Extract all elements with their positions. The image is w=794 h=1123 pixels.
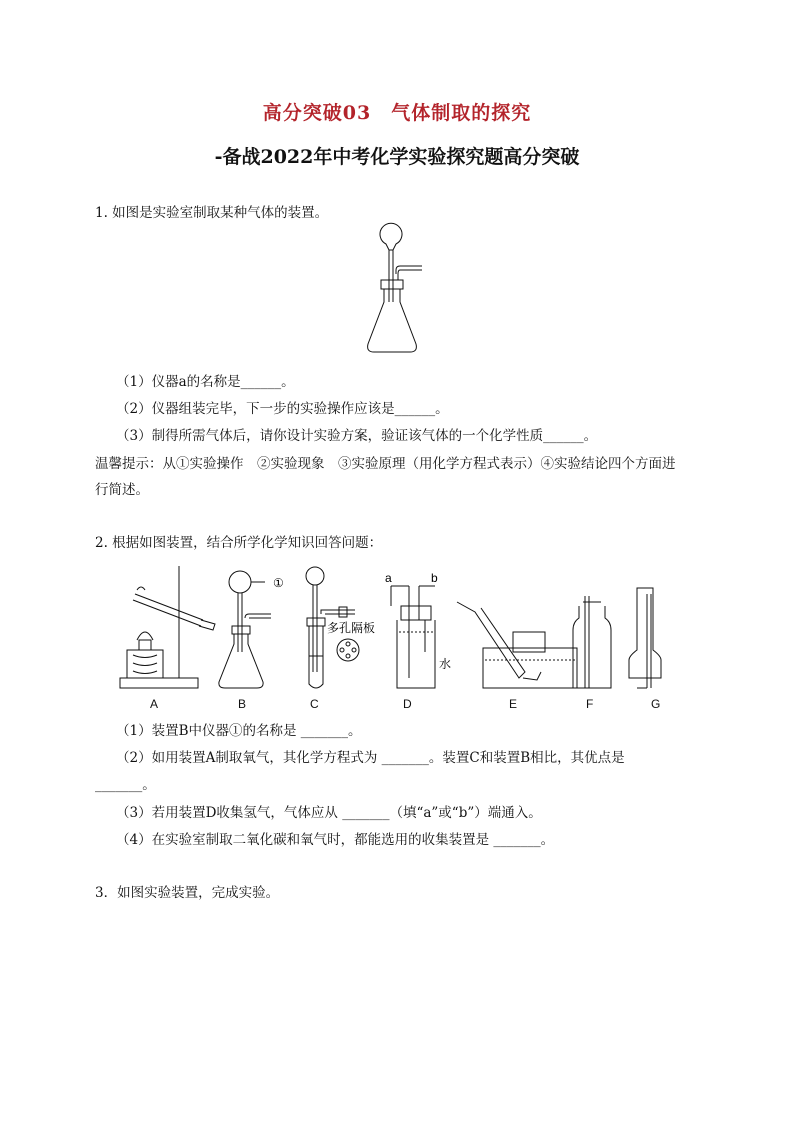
q1-tip-line-2: 行简述。 bbox=[95, 482, 149, 498]
label-porous-plate: 多孔隔板 bbox=[327, 621, 376, 635]
apparatus-d bbox=[391, 586, 435, 688]
label-instrument-mark: ① bbox=[273, 576, 284, 590]
label-water: 水 bbox=[439, 657, 452, 671]
q2-stem: 2. 根据如图装置，结合所学化学知识回答问题： bbox=[95, 535, 383, 551]
apparatus-f bbox=[573, 596, 611, 688]
page-subtitle: -备战2022年中考化学实验探究题高分突破 bbox=[214, 146, 580, 168]
label-apparatus-d: D bbox=[403, 697, 412, 711]
label-apparatus-a: A bbox=[150, 697, 159, 711]
delivery-tube bbox=[396, 266, 422, 280]
label-apparatus-g: G bbox=[651, 697, 661, 711]
label-apparatus-b: B bbox=[238, 697, 247, 711]
q2-apparatus-figure bbox=[115, 560, 675, 695]
label-port-a: a bbox=[385, 571, 392, 585]
q2-item-4: （4）在实验室制取二氧化碳和氧气时，都能选用的收集装置是 _______。 bbox=[116, 832, 555, 848]
label-apparatus-c: C bbox=[310, 697, 319, 711]
q3-stem: 3．如图实验装置，完成实验。 bbox=[95, 885, 280, 901]
separatory-funnel-bulb bbox=[380, 223, 402, 250]
q1-item-3: （3）制得所需气体后，请你设计实验方案，验证该气体的一个化学性质______。 bbox=[116, 428, 598, 444]
apparatus-a bbox=[120, 566, 215, 688]
apparatus-g bbox=[629, 588, 661, 688]
q1-stem: 1. 如图是实验室制取某种气体的装置。 bbox=[95, 205, 329, 221]
q1-item-2: （2）仪器组装完毕，下一步的实验操作应该是______。 bbox=[116, 401, 449, 417]
page-title: 高分突破03 气体制取的探究 bbox=[262, 102, 532, 124]
apparatus-b bbox=[219, 571, 271, 688]
label-apparatus-f: F bbox=[586, 697, 594, 711]
label-apparatus-e: E bbox=[509, 697, 518, 711]
q1-tip-line-1: 温馨提示：从①实验操作 ②实验现象 ③实验原理（用化学方程式表示）④实验结论四个方面进 bbox=[95, 456, 676, 472]
q2-item-2: （2）如用装置A制取氧气，其化学方程式为 _______。装置C和装置B相比，其优点是 bbox=[116, 750, 625, 766]
apparatus-e bbox=[457, 602, 577, 688]
q2-item-2-cont: _______。 bbox=[95, 777, 156, 793]
q2-item-1: （1）装置B中仪器①的名称是 _______。 bbox=[116, 723, 362, 739]
q2-item-3: （3）若用装置D收集氢气，气体应从 _______（填“a”或“b”）端通入。 bbox=[116, 805, 542, 821]
q1-item-1: （1）仪器a的名称是______。 bbox=[116, 374, 295, 390]
rubber-stopper bbox=[381, 280, 403, 289]
label-port-b: b bbox=[431, 571, 438, 585]
conical-flask bbox=[368, 289, 417, 352]
q1-flask-figure bbox=[360, 230, 440, 360]
